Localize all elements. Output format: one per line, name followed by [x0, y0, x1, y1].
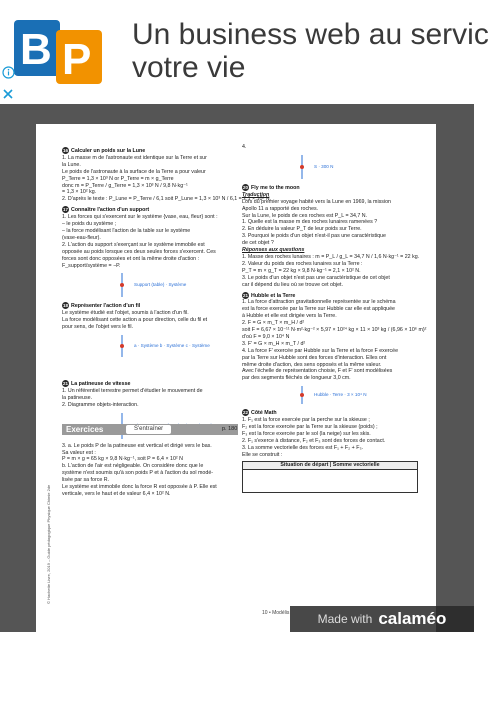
side-credit	[46, 484, 54, 724]
exercise-number: 22	[242, 410, 248, 416]
text-line: 2. F = G × m_T × m_H / d²	[242, 320, 305, 327]
text-line: 1. La masse m de l'astronaute est identique sur la Terre et sur	[62, 154, 207, 161]
text-line: la Lune.	[62, 161, 81, 168]
text-line: soit F = 6,67 × 10⁻¹¹ N·m²·kg⁻² × 5,97 × 10²⁴ kg × 11 × 10³ kg / (6,96 × 10⁶ m)²	[242, 327, 427, 334]
text-line: 2. Valeur du poids des roches lunaires sur la Terre :	[242, 260, 363, 267]
text-line: 2. Diagramme objets-interaction.	[62, 401, 139, 408]
text-line: pour sens, de l'objet vers le fil.	[62, 324, 134, 331]
text-line: 3. Le poids d'un objet n'est pas une caractéristique de cet objet	[242, 274, 390, 281]
exercise-number: 21	[62, 381, 68, 387]
text-line: donc m = P_Terre / g_Terre = 1,3 × 10³ N / 9,8 N·kg⁻¹	[62, 182, 188, 189]
exercise-title: Représenter l'action d'un fil	[71, 303, 141, 310]
exercise-title: Connaître l'action d'un support	[71, 207, 150, 214]
figure	[62, 271, 232, 299]
calameo-watermark[interactable]	[290, 606, 474, 632]
info-icon[interactable]	[0, 64, 16, 80]
text-line: – le poids du système ;	[62, 221, 117, 228]
exercise-heading	[242, 184, 418, 192]
figure-caption: Support (table) · Système	[134, 282, 187, 288]
text-line: 2. L'action du support s'exerçant sur le système immobile est	[62, 241, 205, 248]
exercise-heading	[242, 409, 418, 417]
figure-caption: Hubble · Terre · 3 × 10⁴ N	[314, 392, 367, 398]
text-line: F₂ est la force exercée par la Terre sur la skieuse (poids) ;	[242, 424, 378, 431]
answer-table: Situation de départ | Somme vectorielle	[242, 461, 418, 470]
system-point	[300, 165, 304, 169]
exercise-number: 17	[62, 207, 68, 213]
system-point	[120, 283, 124, 287]
section-bar	[62, 424, 238, 435]
text-line: Le système est immobile donc la force R est opposée à P. Elle est	[62, 484, 217, 491]
text-line: Le système étudié est l'objet, soumis à l'action d'un fil.	[62, 310, 189, 317]
text-line: 1. Les forces qui s'exercent sur le système {vase, eau, fleur} sont :	[62, 214, 218, 221]
text-line: 1. Masse des roches lunaires : m = P_L / g_L = 34,7 N / 1,6 N·kg⁻¹ = 22 kg.	[242, 253, 420, 260]
close-icon[interactable]	[0, 86, 16, 102]
exercise-title: Calculer un poids sur la Lune	[71, 148, 146, 154]
text-line: de cet objet ?	[242, 240, 274, 247]
figure	[242, 384, 418, 406]
answer-table-body	[242, 470, 418, 493]
text-line: Lors du premier voyage habité vers la Lune en 1969, la mission	[242, 198, 391, 205]
text-line: 3. a. Le poids P de la patineuse est vertical et dirigé vers le bas.	[62, 442, 212, 449]
exercise-heading	[62, 147, 232, 155]
text-line: d'où F = 9,0 × 10⁴ N	[242, 333, 290, 340]
text-line: La force modélisant cette action a pour direction, celle du fil et	[62, 317, 208, 324]
exercise-heading	[62, 302, 232, 310]
spacer	[62, 361, 232, 377]
exercise-heading	[242, 292, 418, 300]
text-line: 4.	[242, 144, 247, 150]
document-page[interactable]	[36, 124, 436, 632]
text-line: Avec l'échelle de représentation choisie, F et F' sont modélisées	[242, 368, 393, 375]
exercise-title: Côté Math	[251, 410, 277, 417]
text-line: 2. En déduire la valeur P_T de leur poids sur Terre.	[242, 226, 362, 233]
exercise-number: 18	[62, 303, 68, 309]
system-point	[120, 344, 124, 348]
text-line: 4. La force F' exercée par Hubble sur la Terre et la force F exercée	[242, 347, 399, 354]
text-line: système n'est soumis qu'à son poids P et à l'action du sol modé-	[62, 470, 214, 477]
section-tag: S'entraîner	[126, 425, 171, 434]
text-line: F₃ est la force exercée par le sol (la neige) sur les skis.	[242, 431, 371, 437]
text-line: Apollo 11 a rapporté des roches.	[242, 205, 319, 212]
exercise-title: Fly me to the moon	[251, 184, 300, 191]
text-line: par la Terre sur Hubble sont des forces d'interaction. Elles ont	[242, 354, 387, 361]
text-line: la patineuse.	[62, 394, 93, 401]
figure-caption: S · 300 N	[314, 163, 334, 169]
figure	[242, 153, 418, 181]
exercise-number: 16	[62, 148, 68, 153]
text-line: 2. F₁ s'exerce à distance, F₂ et F₃ sont des forces de contact.	[242, 437, 386, 444]
text-line: 1. Un référentiel terrestre permet d'étudier le mouvement de	[62, 387, 203, 394]
ad-controls	[0, 64, 18, 108]
text-line: forces sont donc opposées et ont la même droite d'action :	[62, 255, 200, 262]
figure-caption: a · Système b · Système c · Système	[134, 343, 210, 349]
text-line: verticale, vers le haut et de valeur 6,4 × 10² N.	[62, 491, 171, 497]
text-line: P_Terre = 1,3 × 10³ N or P_Terre = m × g_Terre	[62, 175, 174, 182]
text-line: même droite d'action, des sens opposés et la même valeur.	[242, 361, 382, 368]
text-line: (vase-eau-fleur).	[62, 234, 101, 241]
text-line: Le poids de l'astronaute à la surface de la Terre a pour valeur	[62, 168, 206, 175]
text-line: 2. D'après le texte : P_Lune = P_Terre / 6,1 soit P_Lune = 1,3 × 10³ N / 6,1 = 2,1 × 10² N.	[62, 196, 272, 203]
made-with-label: Made with	[317, 612, 373, 626]
exercise-heading	[62, 380, 232, 388]
text-line: Sa valeur est :	[62, 449, 96, 456]
text-line: Elle se construit :	[242, 451, 283, 458]
text-line: est la force exercée par la Terre sur Hubble car elle est appliquée	[242, 306, 396, 313]
exercise-number: 20	[242, 184, 248, 190]
svg-text:P: P	[62, 35, 92, 84]
text-line: – la force modélisant l'action de la table sur le système	[62, 227, 191, 234]
text-line: 3. F' = G × m_H × m_T / d²	[242, 340, 306, 347]
section-page-ref: p. 180	[222, 426, 238, 432]
section-title: Exercices	[66, 425, 104, 434]
ad-headline-line2: votre vie	[132, 51, 246, 84]
text-line: à Hubble et elle est dirigée vers la Terre.	[242, 313, 337, 320]
calameo-brand: calaméo	[378, 609, 447, 628]
text-line: = 1,3 × 10² kg.	[62, 189, 97, 196]
subheading: Traduction	[242, 191, 270, 198]
text-line: 1. Quelle est la masse m des roches lunaires ramenées ?	[242, 219, 378, 226]
subheading: Réponses aux questions	[242, 247, 305, 254]
text-line: opposée au poids lorsque ces deux seules forces s'exercent. Ces	[62, 248, 216, 255]
figure	[62, 333, 232, 359]
text-line: 1. F₁ est la force exercée par la perche sur la skieuse ;	[242, 417, 370, 424]
text-line: par des segments fléchés de longueur 3,0 cm.	[242, 375, 351, 382]
side-credit-text: © Hachette Livre, 2019 – Guide pédagogique Physique Chimie 2de	[46, 484, 51, 604]
page-footer: 10 • Modélis	[262, 610, 290, 616]
text-line: F_support/système = −P.	[62, 262, 121, 269]
text-line: P = m × g = 65 kg × 9,8 N·kg⁻¹, soit P = 6,4 × 10² N	[62, 456, 183, 463]
system-point	[300, 393, 304, 397]
right-column	[242, 144, 427, 493]
ad-headline-line1: Un business web au servic	[132, 18, 489, 51]
ad-headline[interactable]	[132, 18, 489, 84]
text-line: Sur la Lune, le poids de ces roches est P_L = 34,7 N.	[242, 212, 368, 219]
text-line: 3. La somme vectorielle des forces est F₁ + F₂ + F₃.	[242, 444, 364, 451]
text-line: lisée par sa force R.	[62, 477, 110, 484]
exercise-title: Hubble et la Terre	[251, 292, 296, 299]
exercise-title: La patineuse de vitesse	[71, 381, 131, 388]
svg-text:B: B	[20, 25, 52, 74]
text-line: P_T = m × g_T = 22 kg × 9,8 N·kg⁻¹ = 2,1 × 10² N.	[242, 267, 361, 274]
bp-logo[interactable]	[14, 20, 108, 84]
advertisement-banner[interactable]	[0, 0, 489, 104]
exercise-number: 21	[242, 292, 248, 298]
text-line: 1. La force d'attraction gravitationnelle représentée sur le schéma	[242, 299, 396, 306]
text-line: b. L'action de l'air est négligeable. On considère donc que le	[62, 463, 204, 470]
text-line: car il dépend du lieu où se trouve cet objet.	[242, 281, 344, 288]
exercise-heading	[62, 206, 232, 214]
text-line: 3. Pourquoi le poids d'un objet n'est-il pas une caractéristique	[242, 233, 386, 240]
